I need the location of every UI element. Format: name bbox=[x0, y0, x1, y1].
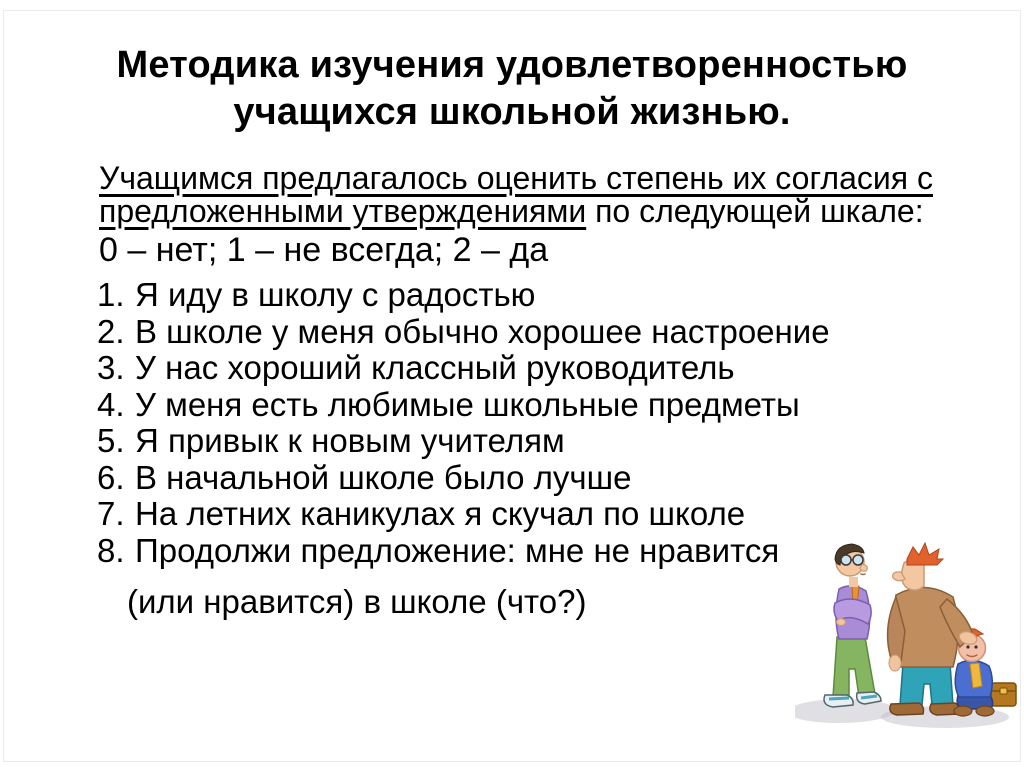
list-item-number: 7. bbox=[97, 495, 125, 532]
list-item bbox=[97, 314, 830, 351]
list-item-text: Продолжи предложение: мне не нравится bbox=[135, 531, 780, 569]
list-item-number: 1. bbox=[97, 276, 125, 313]
list-item bbox=[97, 460, 830, 497]
list-item-text: Я привык к новым учителям bbox=[135, 422, 565, 459]
intro-paragraph bbox=[99, 160, 933, 229]
item8-continuation: (или нравится) в школе (что?) bbox=[127, 583, 587, 620]
intro-plain-line-2: по следующей шкале: bbox=[586, 193, 924, 229]
title-line-1: Методика изучения удовлетворенностью bbox=[116, 44, 908, 86]
list-item-number: 8. bbox=[97, 531, 125, 569]
list-item bbox=[97, 387, 830, 424]
list-item bbox=[97, 423, 830, 460]
list-item bbox=[97, 533, 830, 570]
list-item-text: У меня есть любимые школьные предметы bbox=[135, 385, 800, 423]
question-list bbox=[97, 277, 830, 569]
list-item bbox=[97, 277, 830, 314]
title-line-2: учащихся школьной жизнью. bbox=[233, 91, 791, 133]
list-item-text: В начальной школе было лучше bbox=[135, 458, 632, 496]
list-item-text: В школе у меня обычно хорошее настроение bbox=[135, 312, 830, 350]
intro-underlined-line-2: предложенными утверждениями bbox=[99, 193, 587, 229]
list-item-text: На летних каникулах я скучал по школе bbox=[135, 495, 746, 532]
list-item-text: У нас хороший классный руководитель bbox=[135, 349, 735, 386]
list-item bbox=[97, 350, 830, 387]
list-item-number: 4. bbox=[97, 385, 125, 423]
cartoon-people-illustration bbox=[795, 537, 1017, 742]
rating-scale-line: 0 – нет; 1 – не всегда; 2 – да bbox=[99, 231, 549, 269]
list-item-number: 2. bbox=[97, 312, 125, 350]
list-item-text: Я иду в школу с радостью bbox=[135, 276, 536, 313]
list-item bbox=[97, 496, 830, 533]
man-with-orange-hair bbox=[888, 543, 960, 715]
list-item-number: 3. bbox=[97, 349, 125, 386]
man-with-glasses bbox=[824, 544, 881, 707]
intro-underlined-line-1: Учащимся предлагалось оценить степень их согласия с bbox=[99, 160, 933, 196]
slide-title bbox=[0, 42, 1024, 136]
list-item-number: 6. bbox=[97, 458, 125, 496]
list-item-number: 5. bbox=[97, 422, 125, 459]
